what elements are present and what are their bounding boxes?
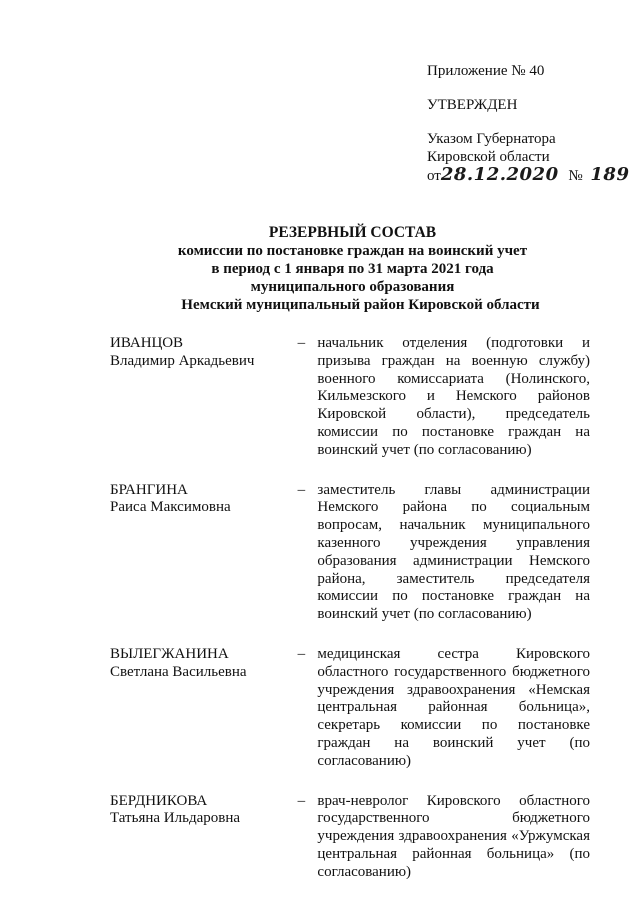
member-name (110, 646, 298, 682)
title-line-5: Немский муниципальный район Кировской области (181, 297, 540, 313)
member-entry (110, 646, 590, 771)
member-name (110, 793, 298, 829)
member-position: начальник отделения (подготовки и призыва граждан на военную службу) военного комиссариата (Нолинского, Кильмезского и Немского районов Кировской области), председатель комиссии по постановке граждан на воинский учет (по согласованию) (317, 335, 590, 458)
title-line-3: в период с 1 января по 31 марта 2021 года (211, 261, 494, 277)
decree-line-1: Указом Губернатора (427, 131, 556, 147)
member-dash: – (297, 335, 306, 351)
approved-stamp-text: УТВЕРЖДЕН (427, 97, 518, 113)
member-name (110, 335, 298, 371)
member-given-names: Татьяна Ильдаровна (110, 810, 241, 827)
member-surname: ИВАНЦОВ (110, 335, 184, 351)
from-label: от (427, 168, 441, 184)
handwritten-date: 28.12.2020 (440, 164, 559, 185)
title-line-1: РЕЗЕРВНЫЙ СОСТАВ (268, 224, 437, 241)
approval-block (427, 62, 630, 185)
member-entry (110, 793, 590, 882)
member-surname: ВЫЛЕГЖАНИНА (110, 645, 229, 662)
member-dash: – (297, 792, 306, 809)
member-name (110, 482, 298, 518)
handwritten-number: 189 (590, 164, 630, 185)
member-surname: БЕРДНИКОВА (110, 792, 208, 809)
members-list (110, 335, 590, 904)
member-given-names: Раиса Максимовна (110, 499, 231, 516)
member-dash: – (297, 645, 306, 662)
title-line-4: муниципального образования (250, 279, 455, 295)
member-given-names: Светлана Васильевна (110, 663, 247, 680)
member-entry (110, 335, 590, 460)
member-dash: – (297, 481, 306, 498)
appendix-number: Приложение № 40 (427, 63, 545, 79)
decree-line-2: Кировской области (427, 149, 550, 165)
document-title (110, 224, 595, 314)
member-entry (110, 482, 590, 624)
member-position: заместитель главы администрации Немского района по социальным вопросам, начальник муниципального казенного учреждения управления образования администрации Немского района, заместитель председателя комиссии по постановке граждан на воинский учет (по согласованию) (317, 481, 590, 623)
title-line-2: комиссии по постановке граждан на воинский учет (177, 243, 528, 259)
member-given-names: Владимир Аркадьевич (110, 352, 255, 369)
member-position: врач-невролог Кировского областного государственного бюджетного учреждения здравоохранения «Уржумская центральная районная больница» (по согласованию) (317, 792, 590, 880)
number-label: № (568, 168, 583, 184)
member-surname: БРАНГИНА (110, 481, 188, 498)
decree-date-number-line (427, 164, 630, 185)
member-position: медицинская сестра Кировского областного государственного бюджетного учреждения здравоохранения «Немская центральная районная больница», секретарь комиссии по постановке граждан на воинский учет (по согласованию) (317, 645, 590, 769)
